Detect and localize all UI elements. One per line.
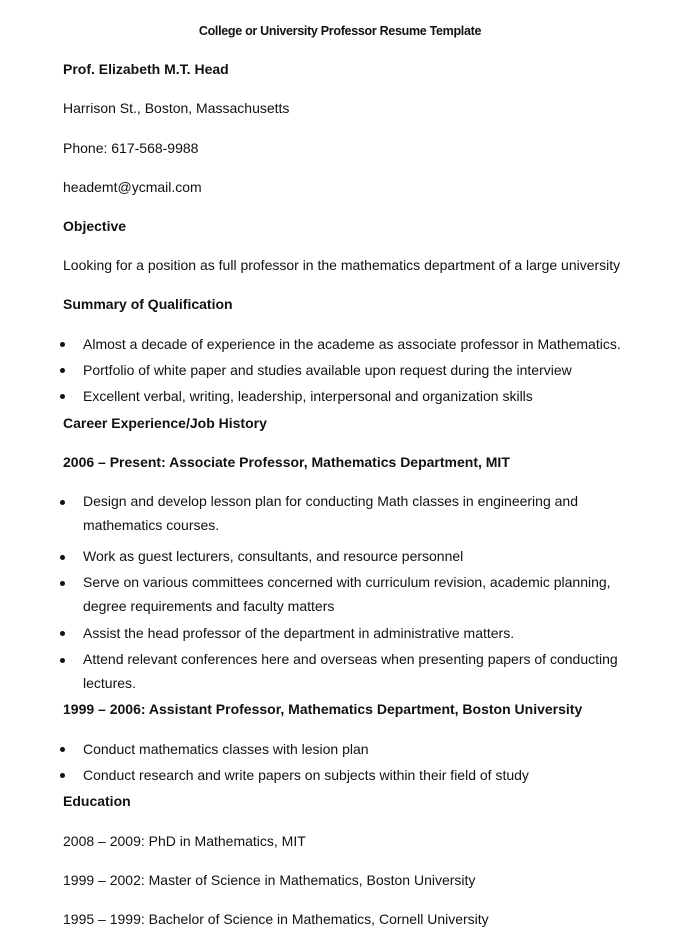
bullet-icon [60, 555, 65, 560]
list-item: Almost a decade of experience in the academe as associate professor in Mathematics. [83, 336, 621, 352]
education-item: 2008 – 2009: PhD in Mathematics, MIT [63, 833, 306, 849]
bullet-icon [60, 394, 65, 399]
list-item: Conduct mathematics classes with lesion plan [83, 741, 369, 757]
bullet-icon [60, 773, 65, 778]
career-heading: Career Experience/Job History [63, 415, 267, 431]
list-item: Conduct research and write papers on subjects within their field of study [83, 767, 529, 783]
objective-heading: Objective [63, 218, 127, 234]
list-item: Attend relevant conferences here and overseas when presenting papers of conducting [83, 651, 618, 667]
objective-text: Looking for a position as full professor in the mathematics department of a large university [63, 257, 621, 273]
bullet-icon [60, 342, 65, 347]
candidate-name: Prof. Elizabeth M.T. Head [63, 61, 229, 77]
bullet-icon [60, 747, 65, 752]
list-item: Excellent verbal, writing, leadership, interpersonal and organization skills [83, 388, 533, 404]
bullet-icon [60, 658, 65, 663]
list-item-continuation: mathematics courses. [83, 517, 220, 533]
address: Harrison St., Boston, Massachusetts [63, 100, 290, 116]
list-item: Serve on various committees concerned with curriculum revision, academic planning, [83, 574, 611, 590]
document-title: College or University Professor Resume Template [198, 24, 482, 38]
list-item-continuation: degree requirements and faculty matters [83, 598, 335, 614]
job-title: 2006 – Present: Associate Professor, Mathematics Department, MIT [63, 454, 510, 470]
education-heading: Education [63, 793, 131, 809]
education-item: 1995 – 1999: Bachelor of Science in Mathematics, Cornell University [63, 911, 489, 927]
list-item: Assist the head professor of the department in administrative matters. [83, 625, 515, 641]
phone: Phone: 617-568-9988 [63, 140, 199, 156]
list-item-continuation: lectures. [83, 675, 136, 691]
list-item: Work as guest lecturers, consultants, and resource personnel [83, 548, 464, 564]
list-item: Design and develop lesson plan for conducting Math classes in engineering and [83, 493, 578, 509]
list-item: Portfolio of white paper and studies available upon request during the interview [83, 362, 572, 378]
bullet-icon [60, 500, 65, 505]
education-item: 1999 – 2002: Master of Science in Mathematics, Boston University [63, 872, 476, 888]
bullet-icon [60, 368, 65, 373]
job-title: 1999 – 2006: Assistant Professor, Mathematics Department, Boston University [63, 701, 583, 717]
summary-heading: Summary of Qualification [63, 296, 233, 312]
email: heademt@ycmail.com [63, 179, 202, 195]
bullet-icon [60, 631, 65, 636]
bullet-icon [60, 581, 65, 586]
